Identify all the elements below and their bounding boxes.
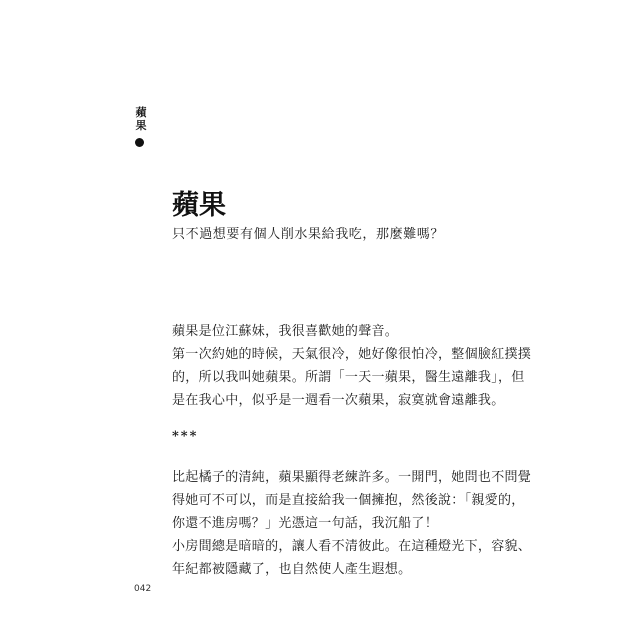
text-line: 比起橘子的清純，蘋果顯得老練許多。一開門，她問也不問覺 (172, 470, 532, 485)
text-line: 小房間總是暗暗的，讓人看不清彼此。在這種燈光下，容貌、 (172, 539, 532, 554)
text-line: 得她可不可以，而是直接給我一個擁抱，然後說：「親愛的， (172, 493, 525, 508)
running-head-char: 果 (135, 119, 147, 132)
page-number: 042 (134, 584, 152, 594)
text-line: 你還不進房嗎？」光憑這一句話，我沉船了！ (172, 516, 439, 531)
text-line: 蘋果是位江蘇妹，我很喜歡她的聲音。 (172, 324, 399, 339)
running-head-char: 蘋 (135, 106, 147, 119)
chapter-subtitle: 只不過想要有個人削水果給我吃，那麼難嗎？ (172, 227, 445, 242)
text-line: 的，所以我叫她蘋果。所謂「一天一蘋果，醫生遠離我」，但 (172, 370, 525, 385)
text-line: 年紀都被隱藏了，也自然使人產生遐想。 (172, 562, 412, 577)
bullet-marker-icon (135, 138, 144, 147)
text-line: 第一次約她的時候，天氣很冷，她好像很怕冷，整個臉紅撲撲 (172, 347, 532, 362)
body-paragraph (172, 466, 532, 581)
running-head (134, 106, 148, 132)
body-paragraph (172, 320, 532, 412)
section-break: *** (172, 429, 199, 444)
text-line: 是在我心中，似乎是一週看一次蘋果，寂寞就會遠離我。 (172, 393, 505, 408)
chapter-title: 蘋果 (172, 190, 226, 221)
